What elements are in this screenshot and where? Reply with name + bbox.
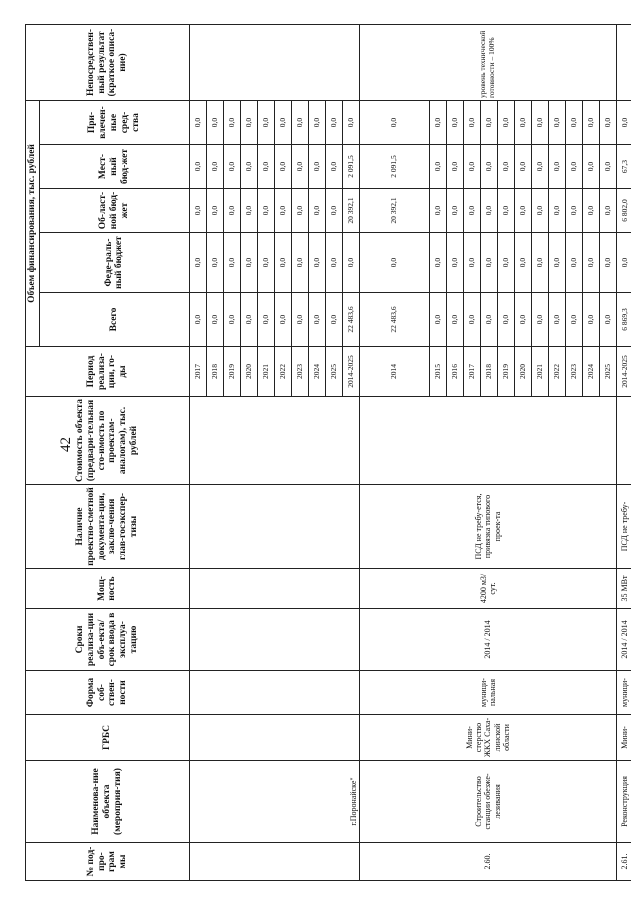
cell-federal: 0,0 (463, 233, 480, 293)
cell-local: 0,0 (308, 145, 325, 189)
cell-local: 0,0 (274, 145, 291, 189)
cell-cost (189, 397, 359, 485)
cell-attracted: 0,0 (480, 101, 497, 145)
cell-total: 0,0 (274, 293, 291, 347)
header-federal: Феде-раль-ный бюджет (39, 233, 189, 293)
cell-form: муници- (616, 671, 631, 715)
cell-regional: 0,0 (480, 189, 497, 233)
header-total: Всего (39, 293, 189, 347)
cell-attracted: 0,0 (274, 101, 291, 145)
header-cost: Стоимость объекта (предвари-тельная сто-имость по проектам-аналогам), тыс. рублей (26, 397, 190, 485)
cell-local: 0,0 (257, 145, 274, 189)
cell-attracted: 0,0 (223, 101, 240, 145)
cell-regional: 0,0 (257, 189, 274, 233)
cell-period: 2019 (497, 347, 514, 397)
cell-federal: 0,0 (308, 233, 325, 293)
cell-federal: 0,0 (223, 233, 240, 293)
cell-local: 0,0 (514, 145, 531, 189)
cell-total: 22 483,6 (342, 293, 359, 347)
cell-total: 0,0 (497, 293, 514, 347)
header-regional: Об-ласт-ной бюд-жет (39, 189, 189, 233)
header-name: Наименова-ние объекта (мероприя-тия) (26, 761, 190, 843)
cell-total: 0,0 (446, 293, 463, 347)
cell-regional: 0,0 (531, 189, 548, 233)
cell-grbs: Мини- (616, 715, 631, 761)
cell-regional: 0,0 (240, 189, 257, 233)
cell-total: 0,0 (206, 293, 223, 347)
cell-regional: 0,0 (582, 189, 599, 233)
cell-total: 0,0 (429, 293, 446, 347)
cell-total: 0,0 (582, 293, 599, 347)
cell-total: 0,0 (565, 293, 582, 347)
cell-period: 2024 (582, 347, 599, 397)
cell-total: 0,0 (463, 293, 480, 347)
cell-form: муници-пальная (359, 671, 616, 715)
cell-total: 0,0 (257, 293, 274, 347)
cell-terms: 2014 / 2014 (359, 609, 616, 671)
cell-federal: 0,0 (342, 233, 359, 293)
cell-period: 2017 (189, 347, 206, 397)
cell-federal: 0,0 (429, 233, 446, 293)
cell-period: 2019 (223, 347, 240, 397)
cell-local: 2 091,5 (342, 145, 359, 189)
cell-federal: 0,0 (325, 233, 342, 293)
cell-attracted: 0,0 (565, 101, 582, 145)
cell-period: 2021 (257, 347, 274, 397)
cell-period: 2022 (548, 347, 565, 397)
table-row (189, 25, 206, 881)
cell-federal: 0,0 (616, 233, 631, 293)
financing-table-sheet (25, 25, 630, 881)
cell-federal: 0,0 (206, 233, 223, 293)
cell-federal: 0,0 (548, 233, 565, 293)
cell-name: г.Поронайске" (189, 761, 359, 843)
cell-period: 2025 (599, 347, 616, 397)
cell-regional: 0,0 (548, 189, 565, 233)
cell-regional: 0,0 (599, 189, 616, 233)
cell-local: 0,0 (463, 145, 480, 189)
cell-local: 0,0 (565, 145, 582, 189)
header-psd: Наличие проектно-сметной документа-ции, заклю-чения глав-госэкспер-тизы (26, 485, 190, 569)
cell-attracted: 0,0 (582, 101, 599, 145)
cell-federal: 0,0 (359, 233, 429, 293)
cell-period: 2014-2025 (342, 347, 359, 397)
cell-num: 2.61. (616, 843, 631, 881)
cell-regional: 0,0 (429, 189, 446, 233)
cell-attracted: 0,0 (531, 101, 548, 145)
cell-attracted: 0,0 (257, 101, 274, 145)
cell-total: 0,0 (240, 293, 257, 347)
cell-total: 0,0 (514, 293, 531, 347)
cell-local: 0,0 (548, 145, 565, 189)
cell-attracted: 0,0 (342, 101, 359, 145)
cell-period: 2014 (359, 347, 429, 397)
cell-terms: 2014 / 2014 (616, 609, 631, 671)
cell-local: 67,3 (616, 145, 631, 189)
cell-period: 2017 (463, 347, 480, 397)
cell-psd: ПСД не требу-ется, привязка типового проек-та (359, 485, 616, 569)
header-capacity: Мощ-ность (26, 569, 190, 609)
cell-local: 0,0 (206, 145, 223, 189)
cell-capacity: 4200 м3/сут. (359, 569, 616, 609)
cell-regional: 6 802,0 (616, 189, 631, 233)
cell-federal: 0,0 (582, 233, 599, 293)
cell-period: 2023 (291, 347, 308, 397)
cell-psd: ПСД не требу- (616, 485, 631, 569)
cell-result: уровень технической готовности – 100% (359, 25, 616, 101)
financing-table (25, 24, 631, 881)
cell-period: 2022 (274, 347, 291, 397)
header-local: Мест-ный бюд-жет (39, 145, 189, 189)
cell-regional: 0,0 (291, 189, 308, 233)
cell-result (189, 25, 359, 101)
cell-period: 2018 (480, 347, 497, 397)
cell-federal: 0,0 (240, 233, 257, 293)
cell-federal: 0,0 (480, 233, 497, 293)
cell-regional: 20 392,1 (342, 189, 359, 233)
cell-attracted: 0,0 (359, 101, 429, 145)
cell-cost (359, 397, 616, 485)
cell-regional: 0,0 (446, 189, 463, 233)
cell-local: 0,0 (531, 145, 548, 189)
cell-period: 2014-2025 (616, 347, 631, 397)
cell-total: 22 483,6 (359, 293, 429, 347)
cell-total: 0,0 (325, 293, 342, 347)
cell-federal: 0,0 (531, 233, 548, 293)
cell-local: 0,0 (240, 145, 257, 189)
header-result: Непосредствен-ный результат (краткое описа-ние) (26, 25, 190, 101)
cell-regional: 0,0 (274, 189, 291, 233)
cell-federal: 0,0 (291, 233, 308, 293)
cell-total: 0,0 (223, 293, 240, 347)
cell-num (189, 843, 359, 881)
table-row (616, 25, 631, 881)
cell-federal: 0,0 (514, 233, 531, 293)
cell-regional: 0,0 (497, 189, 514, 233)
cell-total: 0,0 (548, 293, 565, 347)
header-terms: Сроки реализа-ции объ-екта/срок ввода в эксплуа-тацию (26, 609, 190, 671)
cell-attracted: 0,0 (548, 101, 565, 145)
cell-local: 2 091,5 (359, 145, 429, 189)
cell-period: 2020 (240, 347, 257, 397)
cell-psd (189, 485, 359, 569)
header-financing-group: Объем финансирования, тыс. рублей (26, 101, 40, 347)
cell-form (189, 671, 359, 715)
cell-local: 0,0 (599, 145, 616, 189)
cell-attracted: 0,0 (206, 101, 223, 145)
cell-local: 0,0 (446, 145, 463, 189)
header-grbs: ГРБС (26, 715, 190, 761)
cell-attracted: 0,0 (325, 101, 342, 145)
cell-period: 2023 (565, 347, 582, 397)
cell-period: 2025 (325, 347, 342, 397)
cell-federal: 0,0 (446, 233, 463, 293)
cell-total: 0,0 (291, 293, 308, 347)
cell-period: 2020 (514, 347, 531, 397)
header-form: Форма соб-ствен-ности (26, 671, 190, 715)
cell-regional: 0,0 (565, 189, 582, 233)
cell-total: 0,0 (599, 293, 616, 347)
cell-attracted: 0,0 (616, 101, 631, 145)
cell-period: 2021 (531, 347, 548, 397)
cell-terms (189, 609, 359, 671)
cell-total: 6 869,3 (616, 293, 631, 347)
cell-federal: 0,0 (274, 233, 291, 293)
table-row (359, 25, 429, 881)
page-number: 42 (58, 437, 74, 452)
cell-period: 2016 (446, 347, 463, 397)
cell-total: 0,0 (189, 293, 206, 347)
cell-grbs (189, 715, 359, 761)
header-period: Период реализа-ции, го-ды (26, 347, 190, 397)
header-attracted: При-влечен-ные сред-ства (39, 101, 189, 145)
table-body (189, 25, 631, 881)
cell-attracted: 0,0 (308, 101, 325, 145)
header-num: № под-про-грам мы (26, 843, 190, 881)
cell-local: 0,0 (291, 145, 308, 189)
cell-local: 0,0 (497, 145, 514, 189)
cell-attracted: 0,0 (240, 101, 257, 145)
cell-capacity (189, 569, 359, 609)
cell-regional: 0,0 (325, 189, 342, 233)
cell-regional: 0,0 (308, 189, 325, 233)
cell-name: Реконструкция (616, 761, 631, 843)
cell-attracted: 0,0 (463, 101, 480, 145)
cell-result (616, 25, 631, 101)
cell-period: 2015 (429, 347, 446, 397)
cell-name: Строительство станции обезже-лезивания (359, 761, 616, 843)
cell-federal: 0,0 (189, 233, 206, 293)
cell-attracted: 0,0 (189, 101, 206, 145)
cell-local: 0,0 (189, 145, 206, 189)
cell-local: 0,0 (582, 145, 599, 189)
cell-total: 0,0 (480, 293, 497, 347)
cell-attracted: 0,0 (514, 101, 531, 145)
cell-federal: 0,0 (257, 233, 274, 293)
cell-grbs: Мини-стерство ЖКХ Саха-линской области (359, 715, 616, 761)
cell-regional: 0,0 (189, 189, 206, 233)
cell-attracted: 0,0 (497, 101, 514, 145)
cell-cost (616, 397, 631, 485)
cell-total: 0,0 (308, 293, 325, 347)
cell-attracted: 0,0 (291, 101, 308, 145)
cell-period: 2018 (206, 347, 223, 397)
cell-num: 2.60. (359, 843, 616, 881)
cell-local: 0,0 (429, 145, 446, 189)
cell-attracted: 0,0 (446, 101, 463, 145)
cell-regional: 0,0 (514, 189, 531, 233)
cell-federal: 0,0 (497, 233, 514, 293)
cell-attracted: 0,0 (429, 101, 446, 145)
cell-regional: 0,0 (223, 189, 240, 233)
cell-attracted: 0,0 (599, 101, 616, 145)
cell-federal: 0,0 (599, 233, 616, 293)
cell-total: 0,0 (531, 293, 548, 347)
cell-regional: 20 392,1 (359, 189, 429, 233)
cell-local: 0,0 (223, 145, 240, 189)
cell-regional: 0,0 (463, 189, 480, 233)
cell-local: 0,0 (480, 145, 497, 189)
cell-capacity: 35 МВт (616, 569, 631, 609)
cell-federal: 0,0 (565, 233, 582, 293)
cell-period: 2024 (308, 347, 325, 397)
cell-regional: 0,0 (206, 189, 223, 233)
cell-local: 0,0 (325, 145, 342, 189)
